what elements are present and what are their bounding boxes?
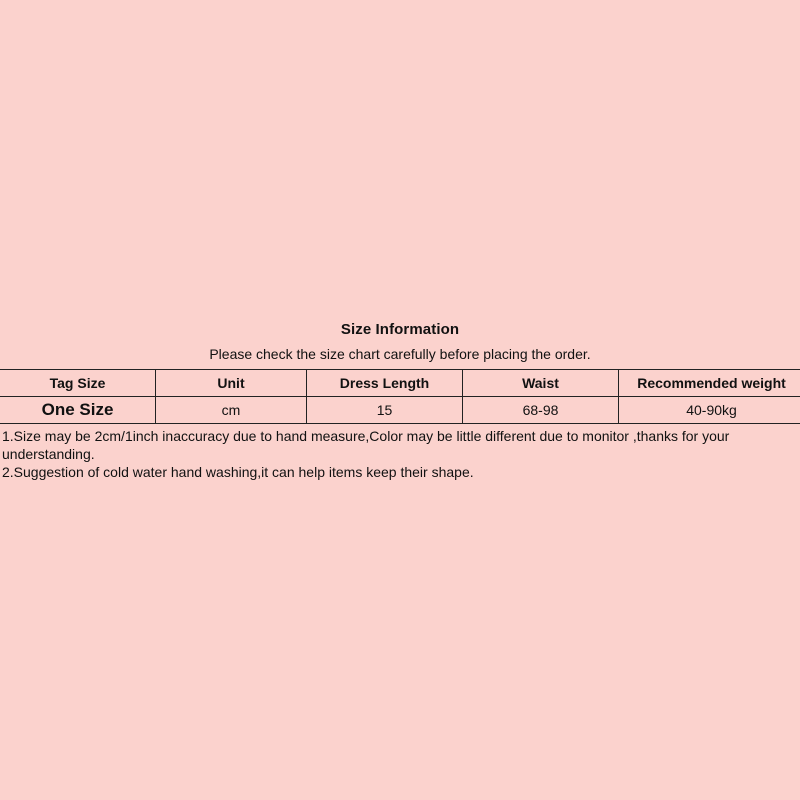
panel-subtitle: Please check the size chart carefully before placing the order. <box>209 346 591 362</box>
cell-unit: cm <box>156 397 307 424</box>
column-header-recommended-weight: Recommended weight <box>619 370 800 397</box>
column-header-dress-length: Dress Length <box>307 370 463 397</box>
cell-waist: 68-98 <box>463 397 619 424</box>
cell-dress-length: 15 <box>307 397 463 424</box>
size-notes <box>0 424 800 491</box>
column-header-waist: Waist <box>463 370 619 397</box>
column-header-unit: Unit <box>156 370 307 397</box>
cell-recommended-weight: 40-90kg <box>619 397 800 424</box>
table-header-row <box>0 370 800 397</box>
size-table <box>0 369 800 424</box>
table-row <box>0 397 800 424</box>
panel-title: Size Information <box>340 321 460 338</box>
note-line-2: 2.Suggestion of cold water hand washing,it can help items keep their shape. <box>2 464 474 480</box>
column-header-tag-size: Tag Size <box>0 370 156 397</box>
note-line-1: 1.Size may be 2cm/1inch inaccuracy due to hand measure,Color may be little different due to monitor ,thanks for your understanding. <box>2 428 730 462</box>
cell-tag-size: One Size <box>0 397 156 424</box>
size-information-panel <box>0 313 800 491</box>
